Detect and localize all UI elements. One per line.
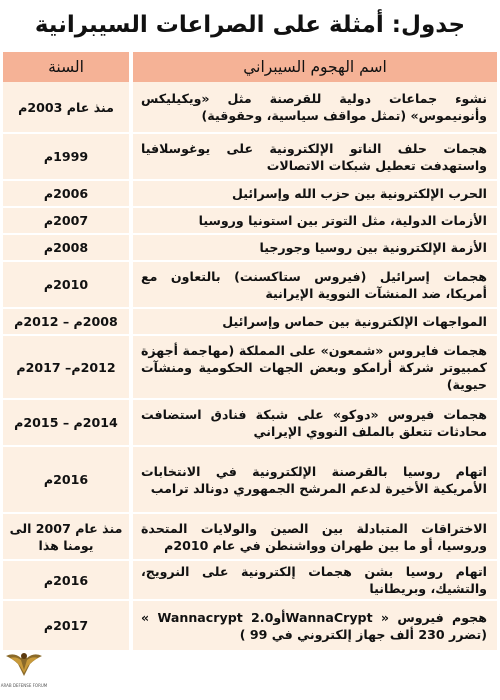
attack-name-cell: هجوم فيروس « WannaCryptأو2.0 Wannacrypt » (تضرر 230 ألف جهاز إلكتروني في 99 ) <box>129 599 497 650</box>
eagle-emblem-icon <box>4 642 44 682</box>
attack-name-cell: نشوء جماعات دولية للقرصنة مثل «ويكيليكس وأنونيموس» (تمثل مواقف سياسية، وحقوقية) <box>129 82 497 132</box>
attack-name-cell: هجمات فايروس «شمعون» على المملكة (مهاجمة أجهزة كمبيوتر شركة أرامكو وبعض الجهات الحكومية ومنشآت حيوية) <box>129 334 497 398</box>
table-row <box>3 206 497 233</box>
attack-name-cell: هجمات إسرائيل (فيروس ستاكسنت) بالتعاون مع أمريكا، ضد المنشآت النووية الإيرانية <box>129 260 497 307</box>
year-cell: 2007م <box>3 206 129 233</box>
year-cell: منذ عام 2007 الى يومنا هذا <box>3 512 129 559</box>
attack-name-cell: المواجهات الإلكترونية بين حماس وإسرائيل <box>129 307 497 334</box>
year-cell: 2008م – 2012م <box>3 307 129 334</box>
table-row <box>3 445 497 512</box>
table-row <box>3 512 497 559</box>
table-row <box>3 260 497 307</box>
table-row <box>3 233 497 260</box>
table-row <box>3 398 497 445</box>
attack-name-cell: الحرب الإلكترونية بين حزب الله وإسرائيل <box>129 179 497 206</box>
attack-name-cell: الأزمات الدولية، مثل التوتر بين استونيا وروسيا <box>129 206 497 233</box>
attack-name-cell: هجمات حلف الناتو الإلكترونية على يوغوسلافيا واستهدفت تعطيل شبكات الاتصالات <box>129 132 497 179</box>
year-cell: 2016م <box>3 445 129 512</box>
attack-name-cell: الأزمة الإلكترونية بين روسيا وجورجيا <box>129 233 497 260</box>
year-cell: 2012م– 2017م <box>3 334 129 398</box>
cyber-attacks-table <box>3 52 497 650</box>
attack-name-cell: اتهام روسيا بالقرصنة الإلكترونية في الانتخابات الأمريكية الأخيرة لدعم المرشح الجمهوري دونالد ترامب <box>129 445 497 512</box>
year-cell: 2016م <box>3 559 129 599</box>
table-row <box>3 132 497 179</box>
attack-name-cell: اتهام روسيا بشن هجمات إلكترونية على النرويج، والتشيك، وبريطانيا <box>129 559 497 599</box>
table-row <box>3 334 497 398</box>
attack-name-cell: هجمات فيروس «دوكو» على شبكة فنادق استضافت محادثات تتعلق بالملف النووي الإيراني <box>129 398 497 445</box>
table-row <box>3 179 497 206</box>
header-year: السنة <box>3 52 129 82</box>
header-attack-name: اسم الهجوم السيبراني <box>129 52 497 82</box>
table-row <box>3 599 497 650</box>
year-cell: 2008م <box>3 233 129 260</box>
year-cell: 1999م <box>3 132 129 179</box>
table-header-row <box>3 52 497 82</box>
table-row <box>3 307 497 334</box>
year-cell: 2006م <box>3 179 129 206</box>
year-cell: 2017م <box>3 599 129 650</box>
attack-name-cell: الاختراقات المتبادلة بين الصين والولايات المتحدة وروسيا، أو ما بين طهران وواشنطن في عام 2010م <box>129 512 497 559</box>
year-cell: 2014م – 2015م <box>3 398 129 445</box>
table-row <box>3 559 497 599</box>
year-cell: 2010م <box>3 260 129 307</box>
year-cell: منذ عام 2003م <box>3 82 129 132</box>
logo-label: ARAB DEFENSE FORUM <box>0 683 48 688</box>
table-row <box>3 82 497 132</box>
page-title: جدول: أمثلة على الصراعات السيبرانية <box>34 12 466 38</box>
